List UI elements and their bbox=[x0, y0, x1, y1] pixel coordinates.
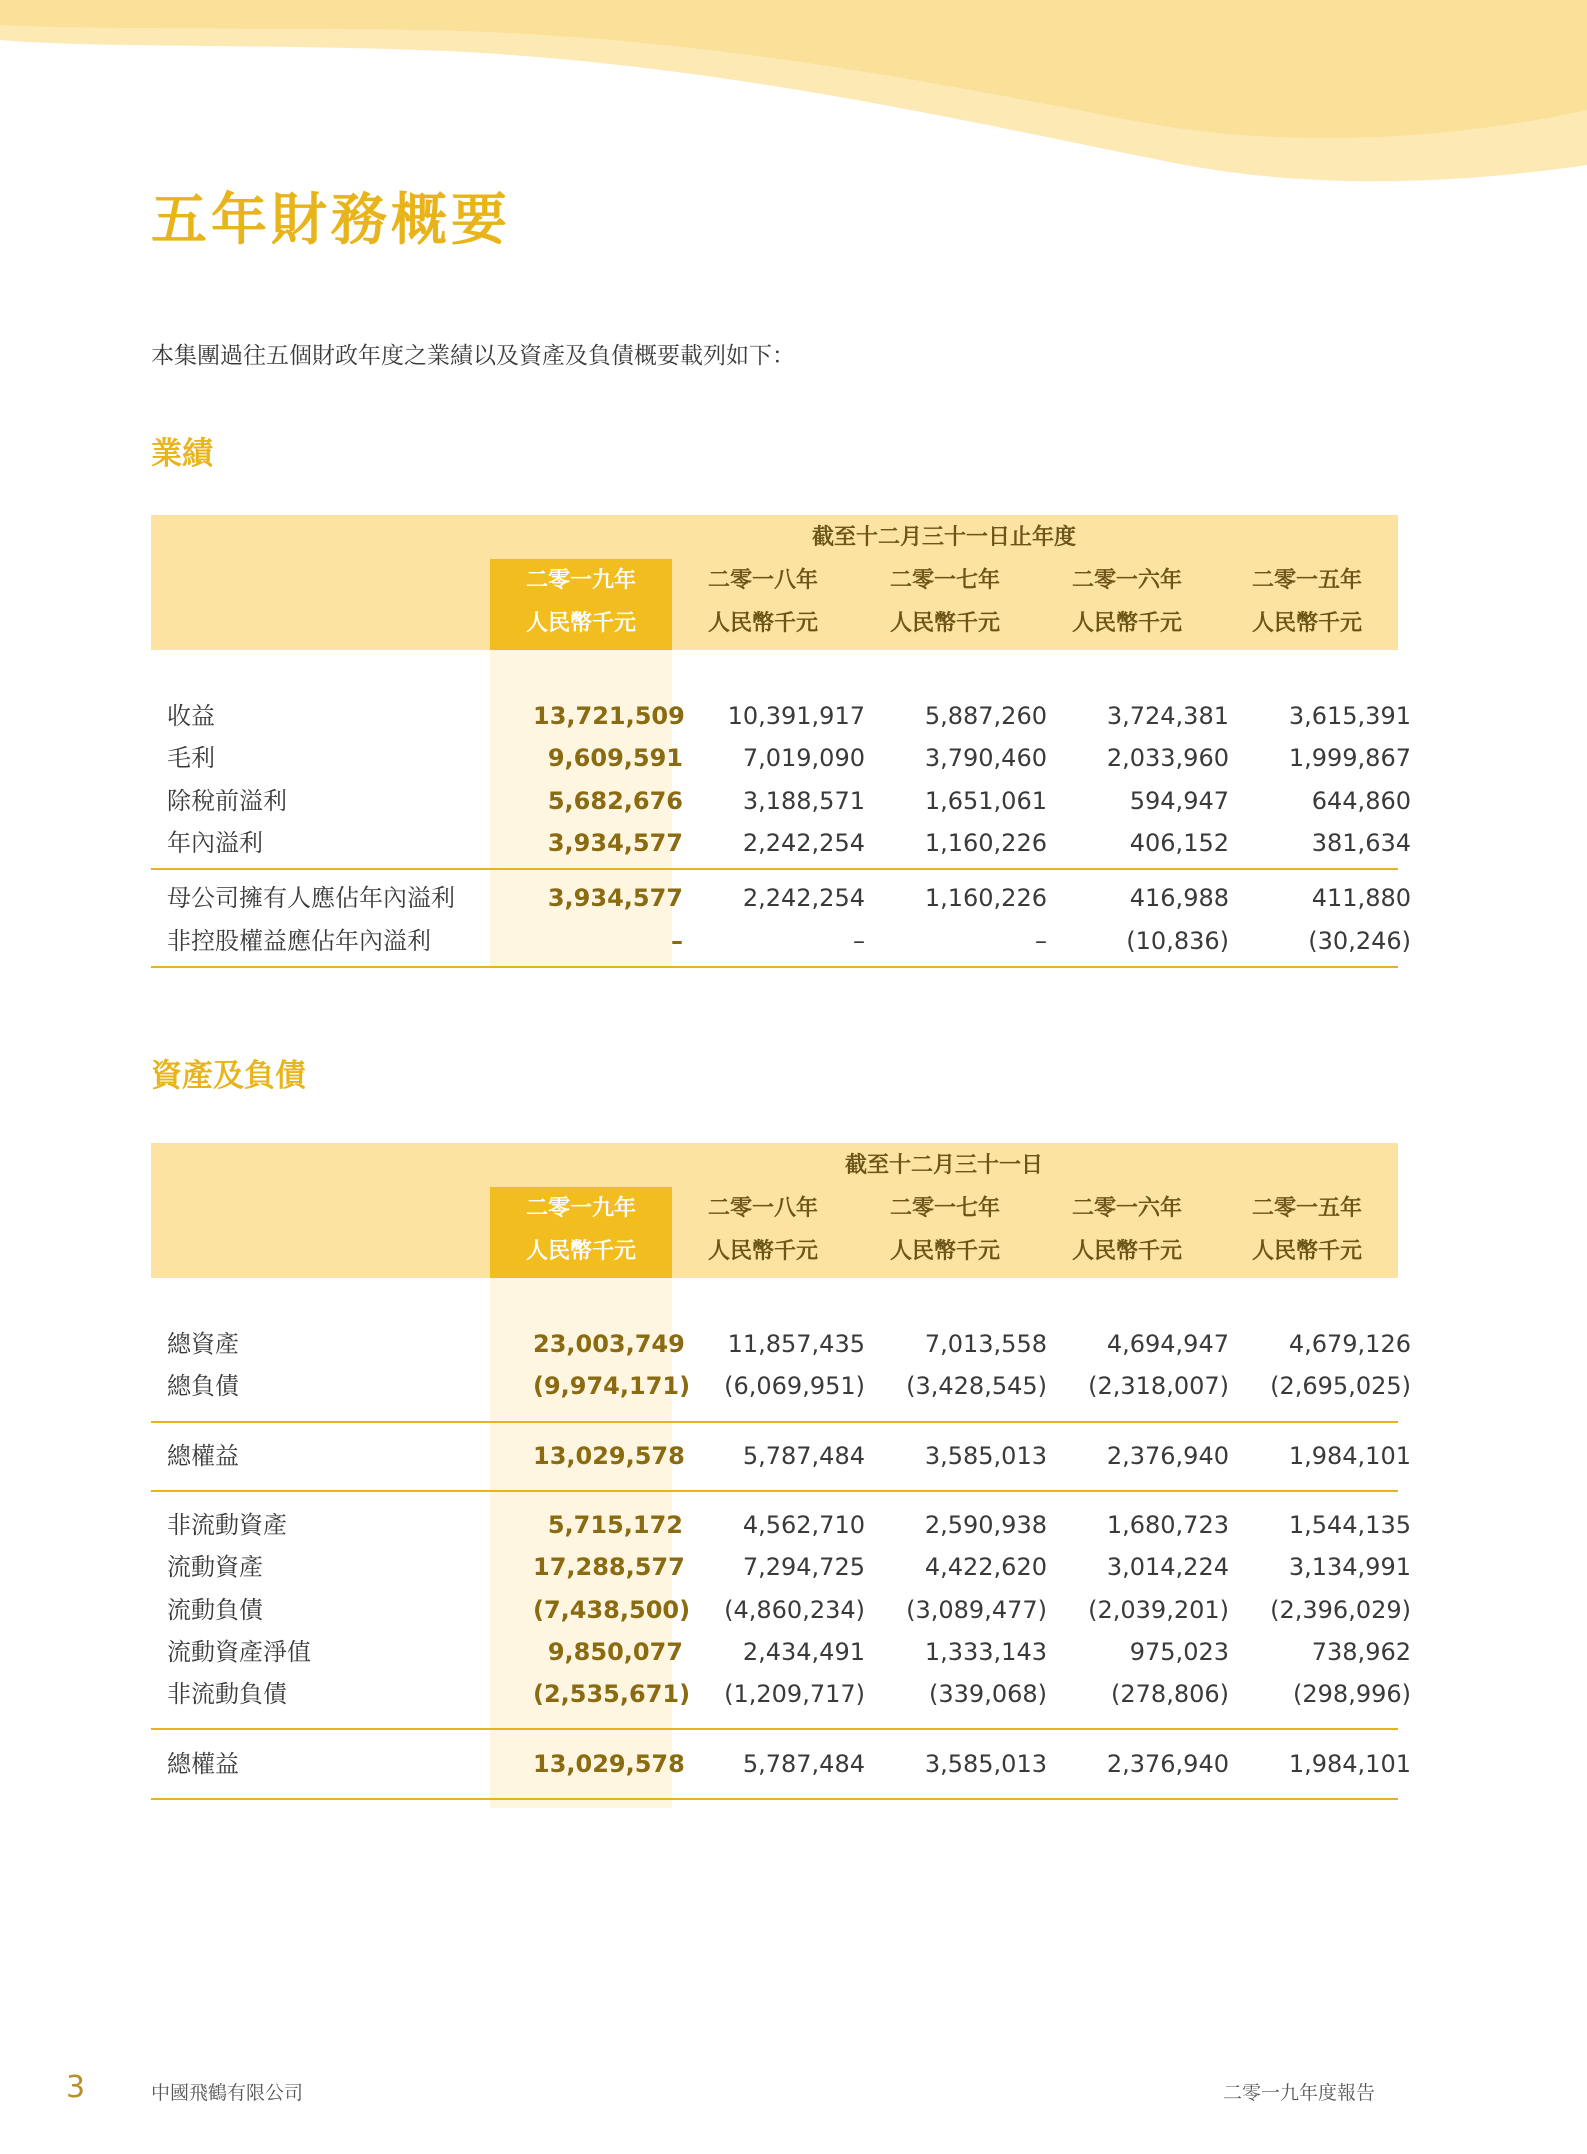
cell-value: 13,721,509 bbox=[533, 702, 685, 730]
cell-value: – bbox=[1035, 927, 1047, 955]
row-label: 非流動資產 bbox=[167, 1511, 287, 1539]
results-period: 截至十二月三十一日止年度 bbox=[811, 525, 1076, 550]
cell-value: 1,999,867 bbox=[1288, 744, 1411, 772]
table-row bbox=[151, 1589, 1411, 1631]
row-label: 非控股權益應佔年內溢利 bbox=[167, 927, 431, 955]
cell-value: 1,160,226 bbox=[924, 884, 1047, 912]
table-row bbox=[151, 1743, 1411, 1785]
table-row bbox=[151, 1504, 1411, 1546]
cell-value: 10,391,917 bbox=[727, 702, 865, 730]
cell-value: (3,089,477) bbox=[906, 1596, 1047, 1624]
row-label: 除稅前溢利 bbox=[167, 787, 287, 815]
cell-value: 3,934,577 bbox=[547, 884, 683, 912]
cell-value: 1,984,101 bbox=[1288, 1750, 1411, 1778]
year-col-2019: 二零一九年 人民幣千元 bbox=[525, 568, 636, 636]
assets-table-body bbox=[151, 1278, 1411, 1808]
cell-value: 3,585,013 bbox=[924, 1442, 1047, 1470]
cell-value: (2,396,029) bbox=[1270, 1596, 1411, 1624]
cell-value: 4,679,126 bbox=[1288, 1330, 1411, 1358]
cell-value: (298,996) bbox=[1293, 1680, 1411, 1708]
year-col-2018: 二零一八年 人民幣千元 bbox=[707, 568, 818, 636]
table-row bbox=[151, 1673, 1411, 1715]
row-label: 流動資產 bbox=[167, 1553, 263, 1581]
year-col-2017: 二零一七年 人民幣千元 bbox=[889, 1196, 1000, 1264]
cell-value: 3,585,013 bbox=[924, 1750, 1047, 1778]
cell-value: 1,160,226 bbox=[924, 829, 1047, 857]
row-label: 流動負債 bbox=[167, 1596, 263, 1624]
row-divider bbox=[151, 1798, 1398, 1800]
results-heading: 業績 bbox=[151, 436, 213, 472]
cell-value: 2,242,254 bbox=[742, 884, 865, 912]
row-label: 總權益 bbox=[167, 1750, 239, 1778]
cell-value: 23,003,749 bbox=[533, 1330, 685, 1358]
row-label: 總負債 bbox=[167, 1372, 239, 1400]
year-col-2019: 二零一九年 人民幣千元 bbox=[525, 1196, 636, 1264]
cell-value: 416,988 bbox=[1129, 884, 1229, 912]
year-col-2015: 二零一五年 人民幣千元 bbox=[1251, 568, 1362, 636]
cell-value: 738,962 bbox=[1311, 1638, 1411, 1666]
cell-value: (2,695,025) bbox=[1270, 1372, 1411, 1400]
cell-value: 7,013,558 bbox=[924, 1330, 1047, 1358]
cell-value: (1,209,717) bbox=[724, 1680, 865, 1708]
assets-heading: 資產及負債 bbox=[151, 1058, 306, 1094]
row-label: 年內溢利 bbox=[167, 829, 263, 857]
cell-value: 9,609,591 bbox=[547, 744, 683, 772]
results-table-header bbox=[151, 515, 1398, 650]
row-label: 流動資產淨值 bbox=[167, 1638, 311, 1666]
table-row bbox=[151, 920, 1411, 962]
cell-value: 2,376,940 bbox=[1106, 1750, 1229, 1778]
cell-value: 7,019,090 bbox=[742, 744, 865, 772]
table-row bbox=[151, 1546, 1411, 1588]
cell-value: 13,029,578 bbox=[533, 1750, 685, 1778]
cell-value: 594,947 bbox=[1129, 787, 1229, 815]
page-number: 3 bbox=[66, 2070, 86, 2105]
cell-value: 3,934,577 bbox=[547, 829, 683, 857]
cell-value: 2,376,940 bbox=[1106, 1442, 1229, 1470]
cell-value: 13,029,578 bbox=[533, 1442, 685, 1470]
cell-value: 3,724,381 bbox=[1106, 702, 1229, 730]
row-divider bbox=[151, 1490, 1398, 1492]
year-col-2016: 二零一六年 人民幣千元 bbox=[1071, 568, 1182, 636]
decorative-wave bbox=[0, 0, 1587, 200]
year-col-2017: 二零一七年 人民幣千元 bbox=[889, 568, 1000, 636]
cell-value: – bbox=[853, 927, 865, 955]
cell-value: 5,787,484 bbox=[742, 1750, 865, 1778]
row-label: 毛利 bbox=[167, 744, 215, 772]
results-table bbox=[151, 515, 1411, 966]
cell-value: 3,188,571 bbox=[742, 787, 865, 815]
cell-value: (2,535,671) bbox=[533, 1680, 691, 1708]
cell-value: (9,974,171) bbox=[533, 1372, 691, 1400]
row-divider bbox=[151, 1728, 1398, 1730]
cell-value: (10,836) bbox=[1126, 927, 1229, 955]
row-divider bbox=[151, 966, 1398, 968]
row-divider bbox=[151, 868, 1398, 870]
cell-value: 9,850,077 bbox=[547, 1638, 683, 1666]
table-row bbox=[151, 737, 1411, 779]
cell-value: 2,242,254 bbox=[742, 829, 865, 857]
cell-value: 381,634 bbox=[1311, 829, 1411, 857]
cell-value: 5,682,676 bbox=[547, 787, 683, 815]
cell-value: 2,590,938 bbox=[924, 1511, 1047, 1539]
cell-value: – bbox=[671, 927, 683, 955]
cell-value: 3,790,460 bbox=[924, 744, 1047, 772]
results-table-body bbox=[151, 650, 1411, 966]
cell-value: 3,615,391 bbox=[1288, 702, 1411, 730]
assets-table bbox=[151, 1143, 1411, 1808]
cell-value: 411,880 bbox=[1311, 884, 1411, 912]
cell-value: (339,068) bbox=[929, 1680, 1047, 1708]
cell-value: (2,318,007) bbox=[1088, 1372, 1229, 1400]
table-row bbox=[151, 1323, 1411, 1365]
cell-value: 7,294,725 bbox=[742, 1553, 865, 1581]
cell-value: 17,288,577 bbox=[533, 1553, 685, 1581]
row-label: 總資產 bbox=[167, 1330, 239, 1358]
cell-value: 4,562,710 bbox=[742, 1511, 865, 1539]
table-row bbox=[151, 1365, 1411, 1407]
cell-value: (30,246) bbox=[1308, 927, 1411, 955]
cell-value: 4,694,947 bbox=[1106, 1330, 1229, 1358]
year-col-2016: 二零一六年 人民幣千元 bbox=[1071, 1196, 1182, 1264]
cell-value: 11,857,435 bbox=[727, 1330, 865, 1358]
cell-value: 3,014,224 bbox=[1106, 1553, 1229, 1581]
footer-report-title: 二零一九年度報告 bbox=[1222, 2082, 1375, 2104]
table-row bbox=[151, 695, 1411, 737]
cell-value: (6,069,951) bbox=[724, 1372, 865, 1400]
table-row bbox=[151, 1435, 1411, 1477]
assets-table-header bbox=[151, 1143, 1398, 1278]
year-col-2015: 二零一五年 人民幣千元 bbox=[1251, 1196, 1362, 1264]
table-row bbox=[151, 1631, 1411, 1673]
row-divider bbox=[151, 1421, 1398, 1423]
row-label: 總權益 bbox=[167, 1442, 239, 1470]
assets-period: 截至十二月三十一日 bbox=[844, 1153, 1043, 1178]
cell-value: 644,860 bbox=[1311, 787, 1411, 815]
cell-value: 3,134,991 bbox=[1288, 1553, 1411, 1581]
cell-value: 5,715,172 bbox=[547, 1511, 683, 1539]
row-label: 非流動負債 bbox=[167, 1680, 287, 1708]
cell-value: 2,434,491 bbox=[742, 1638, 865, 1666]
year-col-2018: 二零一八年 人民幣千元 bbox=[707, 1196, 818, 1264]
cell-value: 1,333,143 bbox=[924, 1638, 1047, 1666]
cell-value: (3,428,545) bbox=[906, 1372, 1047, 1400]
intro-text: 本集團過往五個財政年度之業績以及資產及負債概要載列如下： bbox=[151, 343, 795, 369]
cell-value: 4,422,620 bbox=[924, 1553, 1047, 1581]
cell-value: 5,887,260 bbox=[924, 702, 1047, 730]
row-label: 母公司擁有人應佔年內溢利 bbox=[167, 884, 455, 912]
cell-value: 1,680,723 bbox=[1106, 1511, 1229, 1539]
table-row bbox=[151, 877, 1411, 919]
cell-value: (4,860,234) bbox=[724, 1596, 865, 1624]
cell-value: 406,152 bbox=[1129, 829, 1229, 857]
cell-value: (278,806) bbox=[1111, 1680, 1229, 1708]
cell-value: 1,651,061 bbox=[924, 787, 1047, 815]
table-row bbox=[151, 780, 1411, 822]
cell-value: 975,023 bbox=[1129, 1638, 1229, 1666]
footer-company: 中國飛鶴有限公司 bbox=[151, 2082, 304, 2104]
cell-value: (7,438,500) bbox=[533, 1596, 691, 1624]
table-row bbox=[151, 822, 1411, 864]
cell-value: 1,984,101 bbox=[1288, 1442, 1411, 1470]
cell-value: 1,544,135 bbox=[1288, 1511, 1411, 1539]
row-label: 收益 bbox=[167, 702, 215, 730]
cell-value: (2,039,201) bbox=[1088, 1596, 1229, 1624]
page-title: 五年財務概要 bbox=[151, 188, 511, 253]
cell-value: 5,787,484 bbox=[742, 1442, 865, 1470]
cell-value: 2,033,960 bbox=[1106, 744, 1229, 772]
